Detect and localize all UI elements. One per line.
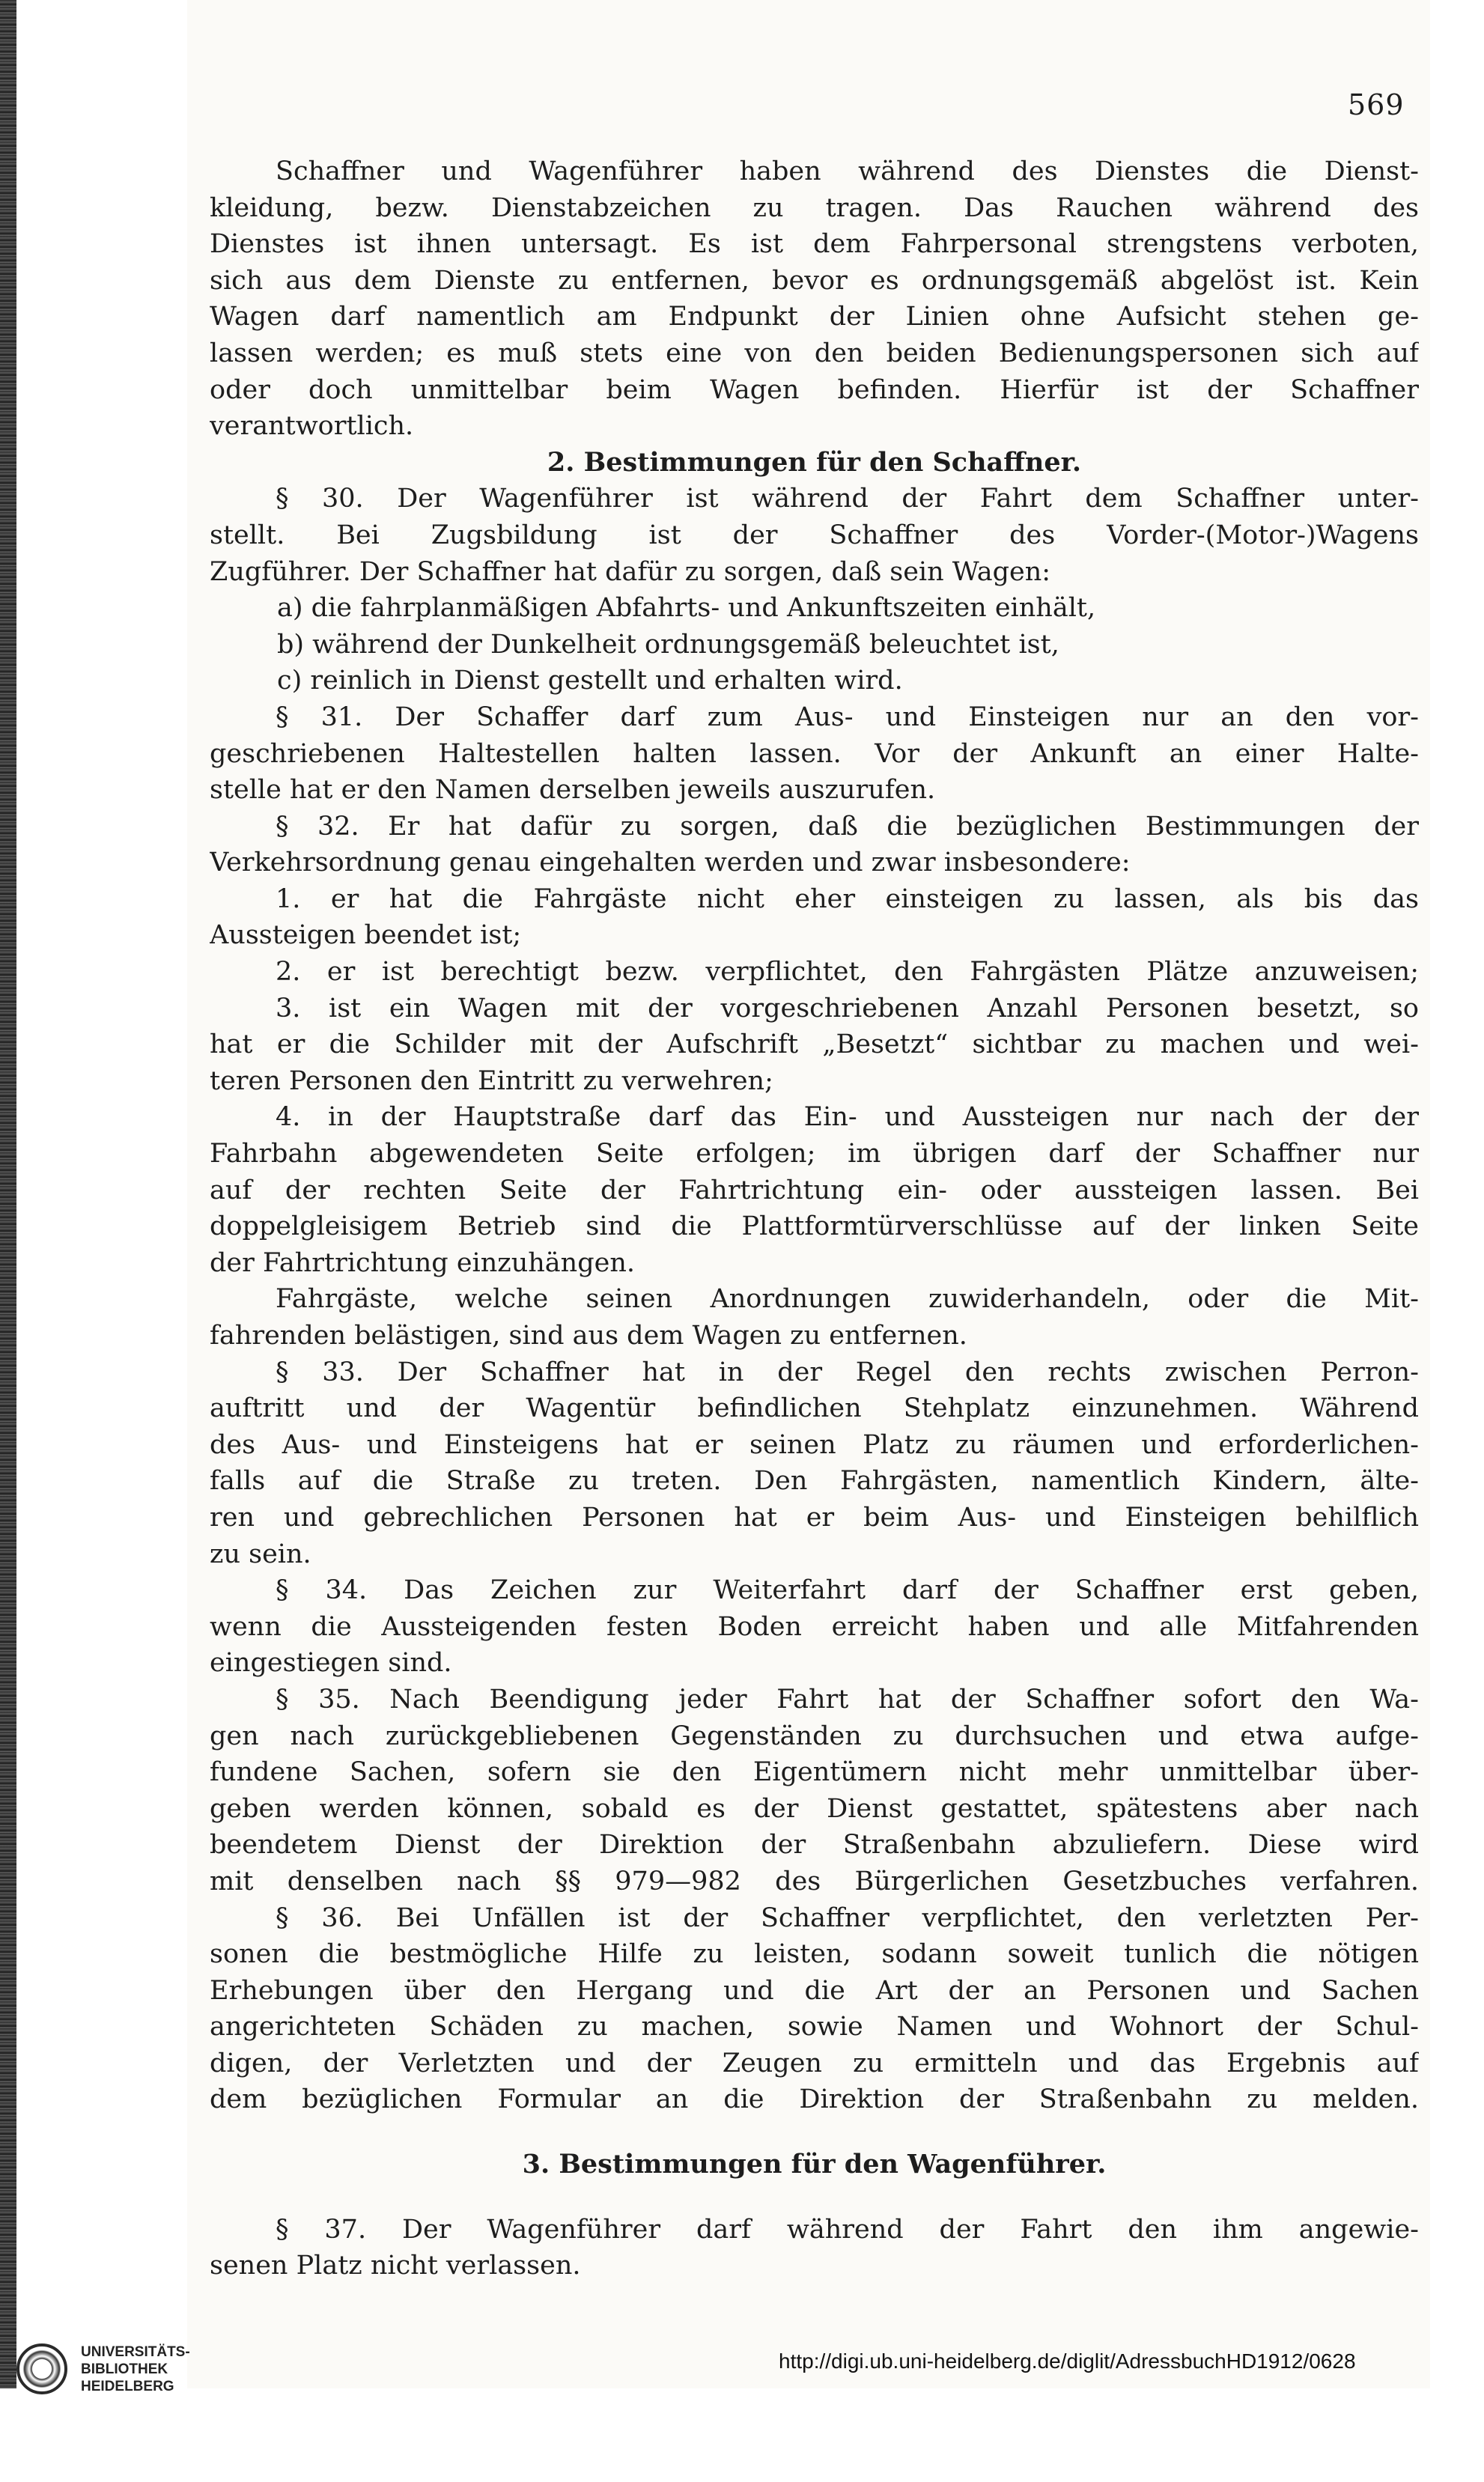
- text-line: oder doch unmittelbar beim Wagen befinden. Hierfür ist der Schaffner: [210, 374, 1419, 405]
- text-line: 3. ist ein Wagen mit der vorgeschriebenen Anzahl Personen besetzt, so: [276, 993, 1419, 1023]
- text-line: § 36. Bei Unfällen ist der Schaffner verpflichtet, den verletzten Per-: [276, 1902, 1419, 1933]
- text-line: fahrenden belästigen, sind aus dem Wagen zu entfernen.: [210, 1321, 967, 1351]
- text-line: c) reinlich in Dienst gestellt und erhalten wird.: [277, 666, 903, 696]
- text-line: 2. er ist berechtigt bezw. verpflichtet, den Fahrgästen Plätze anzuweisen;: [276, 957, 1419, 988]
- scan-edge: [0, 0, 16, 2482]
- text-line: doppelgleisigem Betrieb sind die Plattformtürverschlüsse auf der linken Seite: [210, 1211, 1419, 1242]
- text-line: Fahrgäste, welche seinen Anordnungen zuwiderhandeln, oder die Mit-: [276, 1284, 1419, 1315]
- text-line: Verkehrsordnung genau eingehalten werden und zwar insbesondere:: [210, 848, 1131, 878]
- text-line: mit denselben nach §§ 979—982 des Bürgerlichen Gesetzbuches verfahren.: [210, 1866, 1419, 1897]
- text-line: fundene Sachen, sofern sie den Eigentümern nicht mehr unmittelbar über-: [210, 1757, 1419, 1788]
- university-seal-icon: [16, 2343, 67, 2394]
- text-line: 1. er hat die Fahrgäste nicht eher einsteigen zu lassen, als bis das: [276, 883, 1419, 914]
- text-line: Zugführer. Der Schaffner hat dafür zu sorgen, daß sein Wagen:: [210, 556, 1051, 587]
- text-line: Aussteigen beendet ist;: [210, 920, 522, 951]
- section-heading: 2. Bestimmungen für den Schaffner.: [547, 446, 1082, 478]
- text-line: auf der rechten Seite der Fahrtrichtung ein- oder aussteigen lassen. Bei: [210, 1175, 1419, 1205]
- text-line: lassen werden; es muß stets eine von den beiden Bedienungspersonen sich auf: [210, 338, 1419, 368]
- text-line: zu sein.: [210, 1539, 311, 1569]
- text-line: hat er die Schilder mit der Aufschrift „Besetzt“ sichtbar zu machen und wei-: [210, 1029, 1419, 1060]
- text-line: b) während der Dunkelheit ordnungsgemäß beleuchtet ist,: [277, 629, 1059, 660]
- source-url-link[interactable]: http://digi.ub.uni-heidelberg.de/diglit/AdressbuchHD1912/0628: [779, 2349, 1356, 2373]
- text-line: 4. in der Hauptstraße darf das Ein- und Aussteigen nur nach der der: [276, 1102, 1419, 1133]
- text-line: § 33. Der Schaffner hat in der Regel den rechts zwischen Perron-: [276, 1357, 1419, 1387]
- text-line: wenn die Aussteigenden festen Boden erreicht haben und alle Mitfahrenden: [210, 1611, 1419, 1642]
- text-line: § 30. Der Wagenführer ist während der Fahrt dem Schaffner unter-: [276, 484, 1419, 514]
- text-line: angerichteten Schäden zu machen, sowie Namen und Wohnort der Schul-: [210, 2012, 1419, 2043]
- text-line: dem bezüglichen Formular an die Direktion der Straßenbahn zu melden.: [210, 2084, 1419, 2115]
- text-line: geschriebenen Haltestellen halten lassen. Vor der Ankunft an einer Halte-: [210, 738, 1419, 769]
- text-line: stellt. Bei Zugsbildung ist der Schaffner des Vorder-(Motor-)Wagens: [210, 520, 1419, 550]
- text-line: Schaffner und Wagenführer haben während des Dienstes die Dienst-: [276, 156, 1419, 186]
- text-line: gen nach zurückgebliebenen Gegenständen zu durchsuchen und etwa aufge-: [210, 1721, 1419, 1751]
- text-line: Fahrbahn abgewendeten Seite erfolgen; im übrigen darf der Schaffner nur: [210, 1139, 1419, 1169]
- text-line: ren und gebrechlichen Personen hat er beim Aus- und Einsteigen behilflich: [210, 1502, 1419, 1533]
- text-line: beendetem Dienst der Direktion der Straßenbahn abzuliefern. Diese wird: [210, 1830, 1419, 1861]
- page-number: 569: [1348, 88, 1405, 121]
- text-line: sonen die bestmögliche Hilfe zu leisten, sodann soweit tunlich die nötigen: [210, 1939, 1419, 1970]
- text-line: Dienstes ist ihnen untersagt. Es ist dem Fahrpersonal strengstens verboten,: [210, 229, 1419, 260]
- document-body: [210, 153, 1419, 2284]
- text-line: § 35. Nach Beendigung jeder Fahrt hat der Schaffner sofort den Wa-: [276, 1684, 1419, 1715]
- text-line: kleidung, bezw. Dienstabzeichen zu tragen. Das Rauchen während des: [210, 192, 1419, 223]
- text-line: § 37. Der Wagenführer darf während der Fahrt den ihm angewie-: [276, 2214, 1419, 2245]
- text-line: stelle hat er den Namen derselben jeweils auszurufen.: [210, 775, 936, 806]
- text-line: eingestiegen sind.: [210, 1648, 452, 1679]
- text-line: verantwortlich.: [210, 411, 414, 442]
- text-line: falls auf die Straße zu treten. Den Fahrgästen, namentlich Kindern, älte-: [210, 1466, 1419, 1497]
- text-line: teren Personen den Eintritt zu verwehren;: [210, 1065, 773, 1096]
- paragraph-gap: [210, 2118, 1419, 2147]
- text-line: § 34. Das Zeichen zur Weiterfahrt darf der Schaffner erst geben,: [276, 1575, 1419, 1606]
- text-line: des Aus- und Einsteigens hat er seinen Platz zu räumen und erforderlichen-: [210, 1429, 1419, 1460]
- text-line: senen Platz nicht verlassen.: [210, 2251, 581, 2281]
- text-line: a) die fahrplanmäßigen Abfahrts- und Ankunftszeiten einhält,: [277, 593, 1096, 624]
- library-name: UNIVERSITÄTS- BIBLIOTHEK HEIDELBERG: [81, 2344, 190, 2394]
- text-line: digen, der Verletzten und der Zeugen zu ermitteln und das Ergebnis auf: [210, 2048, 1419, 2078]
- text-line: der Fahrtrichtung einzuhängen.: [210, 1247, 635, 1278]
- text-line: sich aus dem Dienste zu entfernen, bevor es ordnungsgemäß abgelöst ist. Kein: [210, 265, 1419, 296]
- text-line: § 32. Er hat dafür zu sorgen, daß die bezüglichen Bestimmungen der: [276, 811, 1419, 842]
- text-line: Erhebungen über den Hergang und die Art der an Personen und Sachen: [210, 1975, 1419, 2006]
- text-line: auftritt und der Wagentür befindlichen Stehplatz einzunehmen. Während: [210, 1393, 1419, 1424]
- footer: [0, 2388, 1484, 2482]
- section-heading: 3. Bestimmungen für den Wagenführer.: [522, 2149, 1107, 2180]
- text-line: Wagen darf namentlich am Endpunkt der Linien ohne Aufsicht stehen ge-: [210, 302, 1419, 332]
- text-line: § 31. Der Schaffer darf zum Aus- und Einsteigen nur an den vor-: [276, 702, 1419, 732]
- paragraph-gap: [210, 2183, 1419, 2212]
- text-line: geben werden können, sobald es der Dienst gestattet, spätestens aber nach: [210, 1793, 1419, 1824]
